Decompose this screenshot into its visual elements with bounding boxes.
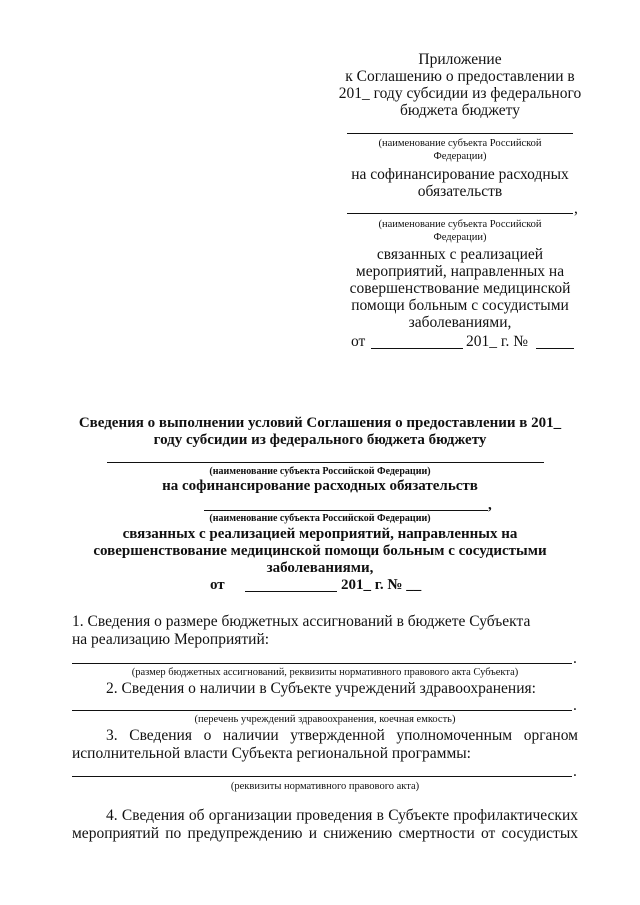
appendix-line: к Соглашению о предоставлении в (345, 68, 575, 85)
fill-in-line (347, 213, 573, 214)
date-line (371, 348, 463, 349)
field-caption: (наименование субъекта Российской Федерации) (209, 466, 431, 477)
comma: , (574, 200, 578, 217)
period: . (573, 763, 577, 780)
item-3-text: исполнительной власти Субъекта региональной программы: (72, 745, 471, 762)
item-1-text: на реализацию Мероприятий: (72, 631, 270, 648)
field-caption: Федерации) (433, 232, 487, 243)
document-title: году субсидии из федерального бюджета бюджету (153, 432, 487, 448)
appendix-title: Приложение (418, 51, 502, 68)
field-caption: Федерации) (433, 151, 487, 162)
appendix-line: обязательств (417, 183, 503, 200)
date-prefix: от (351, 333, 366, 350)
item-1-text: 1. Сведения о размере бюджетных ассигнований в бюджете Субъекта (72, 613, 531, 630)
fill-in-line (72, 776, 572, 777)
appendix-line: бюджета бюджету (400, 102, 520, 119)
item-3-text: 3. Сведения о наличии утвержденной уполномоченным органом (106, 727, 578, 744)
appendix-line: мероприятий, направленных на (355, 263, 565, 280)
appendix-line: заболеваниями, (408, 314, 512, 331)
appendix-line: совершенствование медицинской (349, 280, 571, 297)
item-2-text: 2. Сведения о наличии в Субъекте учреждений здравоохранения: (106, 680, 536, 697)
title-line: заболеваниями, (266, 560, 374, 576)
field-caption: (размер бюджетных ассигнований, реквизиты нормативного правового акта Субъекта) (131, 667, 519, 678)
field-caption: (реквизиты нормативного правового акта) (230, 781, 420, 792)
field-caption: (наименование субъекта Российской (378, 138, 542, 149)
fill-in-line (347, 133, 573, 134)
field-caption: (перечень учреждений здравоохранения, коечная емкость) (194, 714, 456, 725)
document-title: Сведения о выполнении условий Соглашения о предоставлении в 201_ (78, 415, 562, 431)
date-prefix: от (210, 577, 225, 593)
appendix-line: 201_ году субсидии из федерального (338, 85, 582, 102)
period: . (573, 697, 577, 714)
fill-in-line (107, 462, 544, 463)
field-caption: (наименование субъекта Российской (378, 219, 542, 230)
fill-in-line (72, 663, 572, 664)
title-line: совершенствование медицинской помощи больным с сосудистыми (93, 543, 547, 559)
date-line (245, 591, 337, 592)
appendix-line: помощи больным с сосудистыми (351, 297, 569, 314)
appendix-line: связанных с реализацией (376, 246, 544, 263)
field-caption: (наименование субъекта Российской Федерации) (209, 513, 431, 524)
item-4-text: мероприятий по предупреждению и снижению смертности от сосудистых (72, 825, 578, 842)
fill-in-line (204, 510, 488, 511)
item-4-text: 4. Сведения об организации проведения в Субъекте профилактических (106, 807, 578, 824)
fill-in-line (72, 710, 572, 711)
title-line: на софинансирование расходных обязательств (162, 478, 478, 494)
year-number: 201_ г. № (466, 333, 529, 350)
year-number: 201_ г. № __ (341, 577, 422, 593)
number-line (536, 348, 574, 349)
appendix-line: на софинансирование расходных (351, 166, 569, 183)
period: . (573, 650, 577, 667)
title-line: связанных с реализацией мероприятий, направленных на (122, 526, 518, 542)
comma: , (488, 497, 492, 513)
